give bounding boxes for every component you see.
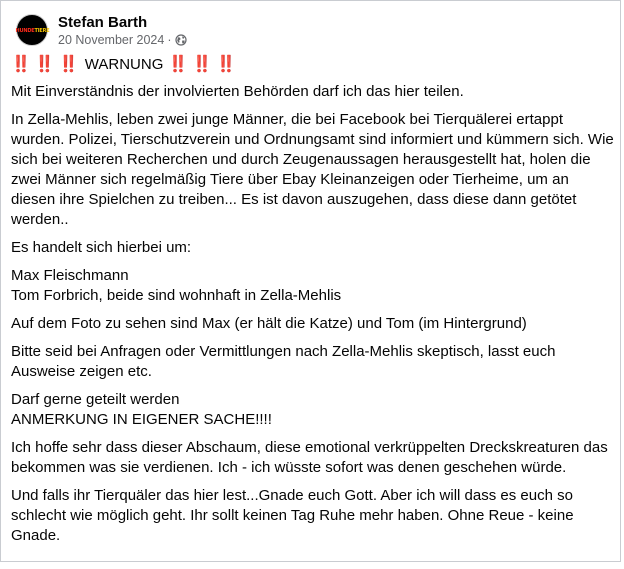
post-header	[16, 10, 187, 50]
post-paragraph-share: Darf gerne geteilt werden	[11, 391, 180, 408]
post-paragraph-consent: Mit Einverständnis der involvierten Behörden darf ich das hier teilen.	[11, 83, 464, 100]
warning-mark: ‼️	[34, 56, 52, 73]
post-timestamp-row	[58, 32, 187, 48]
meta-separator: ·	[167, 32, 172, 47]
warning-mark: ‼️	[192, 56, 210, 73]
post-paragraph-note-heading: ANMERKUNG IN EIGENER SACHE!!!!	[11, 411, 272, 428]
post-paragraph-intro: Es handelt sich hierbei um:	[11, 239, 192, 256]
post-paragraph-hope: Ich hoffe sehr dass dieser Abschaum, diese emotional verkrüppelten Dreckskreaturen das bekommen was sie verdienen. Ich - ich wüsste sofort was denen geschehen würde.	[11, 439, 608, 476]
warning-text: WARNUNG	[84, 56, 164, 73]
post-date[interactable]: 20 November 2024	[58, 32, 165, 47]
warning-mark: ‼️	[216, 56, 234, 73]
post-paragraph-report: In Zella-Mehlis, leben zwei junge Männer, die bei Facebook bei Tierquälerei ertappt wurden. Polizei, Tierschutzverein und Ordnungsamt sind informiert und kümmern sich. Wie sich bei weiteren Recherchen und durch Zeugenaussagen herausgestellt hat, holen die zwei Männer sich regelmäßig Tiere über Ebay Kleinanzeigen oder Tierheime, um an diesen ihre Spielchen zu treiben... Es ist davon auszugehen, dass diese dann getötet werden..	[11, 111, 614, 228]
post-paragraph-photo: Auf dem Foto zu sehen sind Max (er hält die Katze) und Tom (im Hintergrund)	[11, 315, 527, 332]
avatar-logo	[15, 27, 50, 34]
warning-line	[11, 54, 616, 76]
globe-icon[interactable]	[175, 34, 187, 46]
warning-mark: ‼️	[11, 56, 28, 73]
post-body	[11, 54, 616, 546]
warning-mark: ‼️	[58, 56, 76, 73]
avatar[interactable]	[16, 14, 48, 46]
post-paragraph-name-1: Max Fleischmann	[11, 267, 129, 284]
post-meta	[58, 13, 187, 48]
author-name[interactable]: Stefan Barth	[58, 13, 148, 31]
avatar-logo-yellow: TIERE	[34, 27, 50, 34]
post-paragraph-name-2: Tom Forbrich, beide sind wohnhaft in Zella-Mehlis	[11, 287, 342, 304]
post-paragraph-caution: Bitte seid bei Anfragen oder Vermittlungen nach Zella-Mehlis skeptisch, lasst euch Ausweise zeigen etc.	[11, 343, 556, 380]
warning-mark: ‼️	[168, 56, 186, 73]
post-paragraph-closing: Und falls ihr Tierquäler das hier lest...Gnade euch Gott. Aber ich will dass es euch so schlecht wie möglich geht. Ihr sollt keinen Tag Ruhe mehr haben. Ohne Reue - keine Gnade.	[11, 487, 574, 544]
avatar-logo-red: HUNDE	[15, 27, 35, 34]
